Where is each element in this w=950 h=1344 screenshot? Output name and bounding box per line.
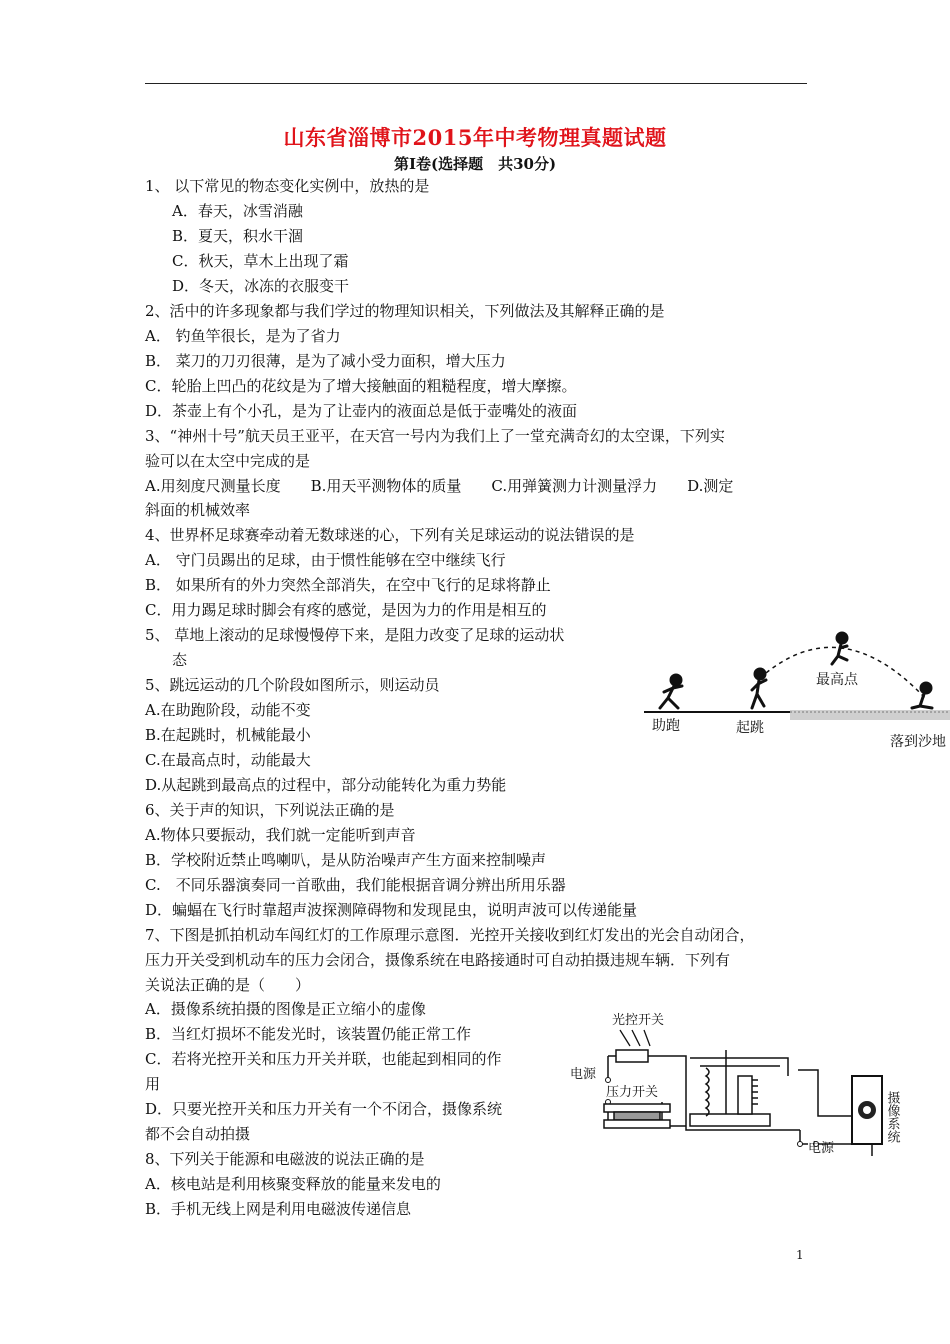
option-4c: C．用力踢足球时脚会有疼的感觉，是因为力的作用是相互的 (145, 601, 547, 619)
option-7a: A．摄像系统拍摄的图像是正立缩小的虚像 (145, 1000, 426, 1018)
page-number: 1 (796, 1248, 804, 1262)
option-2b: B． 菜刀的刀刃很薄，是为了减小受力面积，增大压力 (145, 352, 506, 370)
option-5b: B.在起跳时，机械能最小 (145, 726, 311, 744)
option-8b: B．手机无线上网是利用电磁波传递信息 (145, 1200, 412, 1218)
runner-figure (660, 675, 682, 708)
run-label: 助跑 (652, 718, 680, 734)
pressure-switch (604, 1104, 670, 1128)
header-rule (145, 83, 807, 84)
question-7-cont2: 关说法正确的是（ ） (145, 976, 311, 994)
options-3: A.用刻度尺测量长度 B.用天平测物体的质量 C.用弹簧测力计测量浮力 D.测定 (145, 477, 734, 495)
long-jump-figure (640, 628, 950, 750)
option-7c-cont: 用 (145, 1075, 161, 1093)
option-5d: D.从起跳到最高点的过程中，部分动能转化为重力势能 (145, 776, 507, 794)
landing-figure (912, 683, 932, 708)
option-5c: C.在最高点时，动能最大 (145, 751, 311, 769)
option-7c: C．若将光控开关和压力开关并联，也能起到相同的作 (145, 1050, 502, 1068)
option-1a: A．春天，冰雪消融 (172, 202, 303, 220)
question-5: 5、跳远运动的几个阶段如图所示，则运动员 (145, 676, 440, 694)
question-4: 4、世界杯足球赛牵动着无数球迷的心，下列有关足球运动的说法错误的是 (145, 526, 635, 544)
landing-label: 落到沙地 (890, 734, 946, 750)
highest-point-figure (832, 633, 847, 664)
option-6b: B．学校附近禁止鸣喇叭，是从防治噪声产生方面来控制噪声 (145, 851, 547, 869)
option-4d-cont: 态 (172, 651, 188, 669)
exam-title: 山东省淄博市2015年中考物理真题试题 (283, 125, 667, 150)
option-4a: A． 守门员踢出的足球，由于惯性能够在空中继续飞行 (145, 551, 506, 569)
power-label-left: 电源 (570, 1067, 597, 1082)
light-switch-label: 光控开关 (612, 1013, 665, 1028)
light-switch (616, 1050, 648, 1062)
ground-line (644, 710, 950, 720)
pressure-switch-label: 压力开关 (606, 1085, 659, 1100)
option-7b: B．当红灯损坏不能发光时，该装置仍能正常工作 (145, 1025, 472, 1043)
takeoff-label: 起跳 (736, 720, 764, 736)
question-1: 1、 以下常见的物态变化实例中，放热的是 (145, 177, 430, 195)
relay (690, 1050, 780, 1126)
option-2c: C．轮胎上凹凸的花纹是为了增大接触面的粗糙程度，增大摩擦。 (145, 377, 577, 395)
question-3-cont: 验可以在太空中完成的是 (145, 452, 311, 470)
option-1b: B．夏天，积水干涸 (172, 227, 304, 245)
question-6: 6、关于声的知识，下列说法正确的是 (145, 801, 395, 819)
option-5a: A.在助跑阶段，动能不变 (145, 701, 311, 719)
option-6a: A.物体只要振动，我们就一定能听到声音 (145, 826, 416, 844)
takeoff-figure (752, 669, 766, 708)
question-2: 2、活中的许多现象都与我们学过的物理知识相关，下列做法及其解释正确的是 (145, 302, 665, 320)
question-7: 7、下图是抓拍机动车闯红灯的工作原理示意图．光控开关接收到红灯发出的光会自动闭合， (145, 926, 755, 944)
option-4b: B． 如果所有的外力突然全部消失，在空中飞行的足球将静止 (145, 576, 551, 594)
question-8: 8、下列关于能源和电磁波的说法正确的是 (145, 1150, 425, 1168)
camera-label: 摄像系统 (884, 1091, 900, 1143)
option-8a: A．核电站是利用核聚变释放的能量来发电的 (145, 1175, 441, 1193)
option-4d: 5、 草地上滚动的足球慢慢停下来，是阻力改变了足球的运动状 (145, 626, 565, 644)
option-2a: A． 钓鱼竿很长，是为了省力 (145, 327, 341, 345)
option-1d: D．冬天，冰冻的衣服变干 (172, 277, 350, 295)
option-7d: D．只要光控开关和压力开关有一个不闭合，摄像系统 (145, 1100, 503, 1118)
power-label-bottom: 电源 (808, 1141, 835, 1156)
question-7-cont1: 压力开关受到机动车的压力会闭合，摄像系统在电路接通时可自动拍摄违规车辆．下列有 (145, 951, 731, 969)
section-subtitle: 第Ⅰ卷(选择题 共30分) (393, 155, 557, 173)
option-2d: D．茶壶上有个小孔，是为了让壶内的液面总是低于壶嘴处的液面 (145, 402, 578, 420)
option-6c: C. 不同乐器演奏同一首歌曲，我们能根据音调分辨出所用乐器 (145, 876, 566, 894)
options-3-cont: 斜面的机械效率 (145, 501, 251, 519)
highest-point-label: 最高点 (816, 672, 858, 688)
camera-box (852, 1076, 882, 1144)
option-7d-cont: 都不会自动拍摄 (145, 1125, 251, 1143)
option-1c: C．秋天，草木上出现了霜 (172, 252, 349, 270)
light-arrows (620, 1030, 650, 1046)
question-3: 3、“神州十号”航天员王亚平，在天宫一号内为我们上了一堂充满奇幻的太空课，下列实 (145, 427, 725, 445)
red-light-circuit-figure (570, 1006, 910, 1166)
option-6d: D．蝙蝠在飞行时靠超声波探测障碍物和发现昆虫，说明声波可以传递能量 (145, 901, 638, 919)
